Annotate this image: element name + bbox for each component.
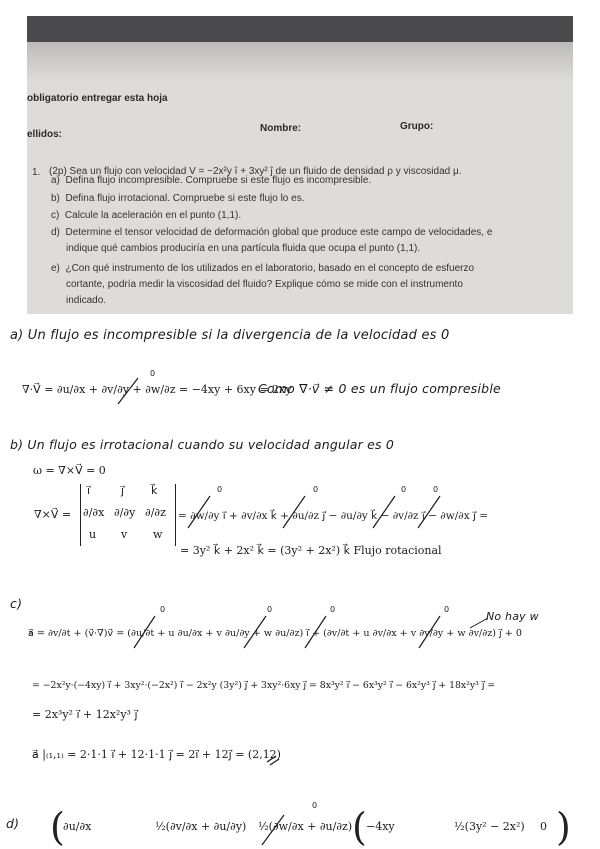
answer-b-omega: ω = ∇×V⃗ = 0 (33, 464, 106, 477)
zero-mark-c1: 0 (160, 605, 166, 614)
det-dy: ∂/∂y (114, 506, 136, 519)
answer-b-definition: b) Un flujo es irrotacional cuando su velocidad angular es 0 (10, 437, 395, 452)
zero-mark-c3: 0 (330, 605, 336, 614)
underline-result2 (270, 759, 279, 765)
answer-a-divergence: ∇·V⃗ = ∂u/∂x + ∂v/∂y + ∂w/∂z = −4xy + 6xy = 2xy (22, 383, 292, 396)
answer-c-acceleration: a⃗ = ∂v/∂t + (v⃗·∇)v⃗ = (∂u/∂t + u ∂u/∂x + v ∂u/∂y + w ∂u/∂z) ı⃗ + (∂v/∂t + u ∂v/∂x + v ∂v/∂y + w ∂v/∂z) ȷ⃗ + 0 (28, 628, 522, 639)
det-dx: ∂/∂x (83, 506, 105, 519)
question-item-c: c) Calcule la aceleración en el punto (1,1). (51, 210, 242, 221)
tensor-value-row1-c: 0 (540, 820, 547, 833)
strike-b2 (283, 496, 305, 528)
answer-c-result: a⃗ |₍₁,₁₎ = 2·1·1 ı⃗ + 12·1·1 ȷ⃗ = 2ı⃗ + 12ȷ⃗ = (2,12) (32, 748, 281, 761)
det-k: k⃗ (151, 484, 158, 497)
question-item-d-cont: indique qué cambios produciría en una partícula fluida que ocupa el punto (1,1). (66, 243, 421, 254)
question-intro: (2p) Sea un flujo con velocidad V = −2x²y î + 3xy² ĵ de un fluido de densidad ρ y viscosidad μ. (49, 166, 462, 177)
question-item-e-cont2: indicado. (66, 295, 107, 306)
apellidos-label: ellidos: (27, 129, 63, 140)
answer-d-label: d) (6, 816, 20, 831)
tensor-left-paren: ( (50, 805, 65, 849)
tensor-values-left-paren: ( (352, 805, 367, 849)
strike-a (118, 378, 138, 404)
strike-b4 (418, 496, 440, 528)
note-arrow (470, 618, 488, 628)
det-u: u (89, 528, 97, 541)
answer-b-expansion: = ∂w/∂y ı⃗ + ∂v/∂x k⃗ + ∂u/∂z ȷ⃗ − ∂u/∂y k⃗ − ∂v/∂z ı⃗ − ∂w/∂x ȷ⃗ = (178, 510, 489, 522)
tensor-value-row1-b: ½(3y² − 2x²) (454, 820, 525, 833)
det-i: ı⃗ (87, 484, 91, 497)
zero-mark-d1: 0 (312, 801, 318, 810)
answer-a-conclusion: Como ∇·v⃗ ≠ 0 es un flujo compresible (258, 381, 501, 396)
strike-b3 (373, 496, 395, 528)
answer-c-label: c) (10, 596, 23, 611)
underline-result (267, 756, 276, 762)
det-dz: ∂/∂z (145, 506, 166, 519)
det-w: w (153, 528, 163, 541)
zero-mark-b3: 0 (433, 485, 439, 494)
tensor-values-right-paren: ) (556, 805, 571, 849)
det-j: ȷ⃗ (121, 484, 125, 497)
question-number: 1. (32, 167, 41, 178)
question-item-e-cont: cortante, podría medir la viscosidad del fluido? Explique cómo se mide con el instrumento (66, 279, 463, 290)
zero-mark-b1: 0 (313, 485, 319, 494)
question-item-b: b) Defina flujo irrotacional. Compruebe si este flujo lo es. (51, 193, 305, 204)
zero-mark-b2: 0 (401, 485, 407, 494)
tensor-row1-c: ½(∂w/∂x + ∂u/∂z) (258, 820, 353, 833)
question-item-a: a) Defina flujo incompresible. Compruebe si este flujo es incompresible. (51, 175, 372, 186)
tensor-value-row1-a: −4xy (366, 820, 395, 833)
question-item-d: d) Determine el tensor velocidad de deformación global que produce este campo de velocidades, e (51, 227, 493, 238)
answer-c-simplified: = 2x³y² ı⃗ + 12x²y³ ȷ⃗ (32, 708, 138, 721)
zero-mark-c2: 0 (267, 605, 273, 614)
strike-b1 (188, 496, 210, 528)
det-v: v (121, 528, 128, 541)
strike-c4 (419, 616, 440, 648)
strike-c2 (244, 616, 266, 648)
strike-c3 (305, 616, 326, 648)
nombre-label: Nombre: (260, 123, 302, 134)
sheet-header: obligatorio entregar esta hoja (27, 93, 168, 104)
answer-a-definition: a) Un flujo es incompresible si la divergencia de la velocidad es 0 (10, 328, 450, 343)
strike-d1 (262, 815, 284, 845)
answer-b-curl-lhs: ∇×V⃗ = (34, 508, 72, 521)
strike-c1 (134, 616, 155, 648)
grupo-label: Grupo: (400, 121, 434, 132)
tensor-row1-b: ½(∂v/∂x + ∂u/∂y) (155, 820, 247, 833)
answer-c-note: No hay w (486, 610, 539, 623)
zero-mark-b4: 0 (217, 485, 223, 494)
zero-mark-a: 0 (150, 369, 156, 378)
answer-b-result: = 3y² k⃗ + 2x² k⃗ = (3y² + 2x²) k⃗ Flujo rotacional (180, 544, 442, 557)
zero-mark-c4: 0 (444, 605, 450, 614)
question-item-e: e) ¿Con qué instrumento de los utilizados en el laboratorio, basado en el concepto de esfuerzo (51, 263, 475, 274)
tensor-row1-a: ∂u/∂x (63, 820, 92, 833)
answer-c-substitution: = −2x²y·(−4xy) ı⃗ + 3xy²·(−2x²) ı⃗ − 2x²y (3y²) ȷ⃗ + 3xy²·6xy ȷ⃗ = 8x³y² ı⃗ − 6x³y² ı⃗ − 6x²y³ ȷ⃗ + 18x²y³ ȷ⃗ = (32, 680, 496, 691)
